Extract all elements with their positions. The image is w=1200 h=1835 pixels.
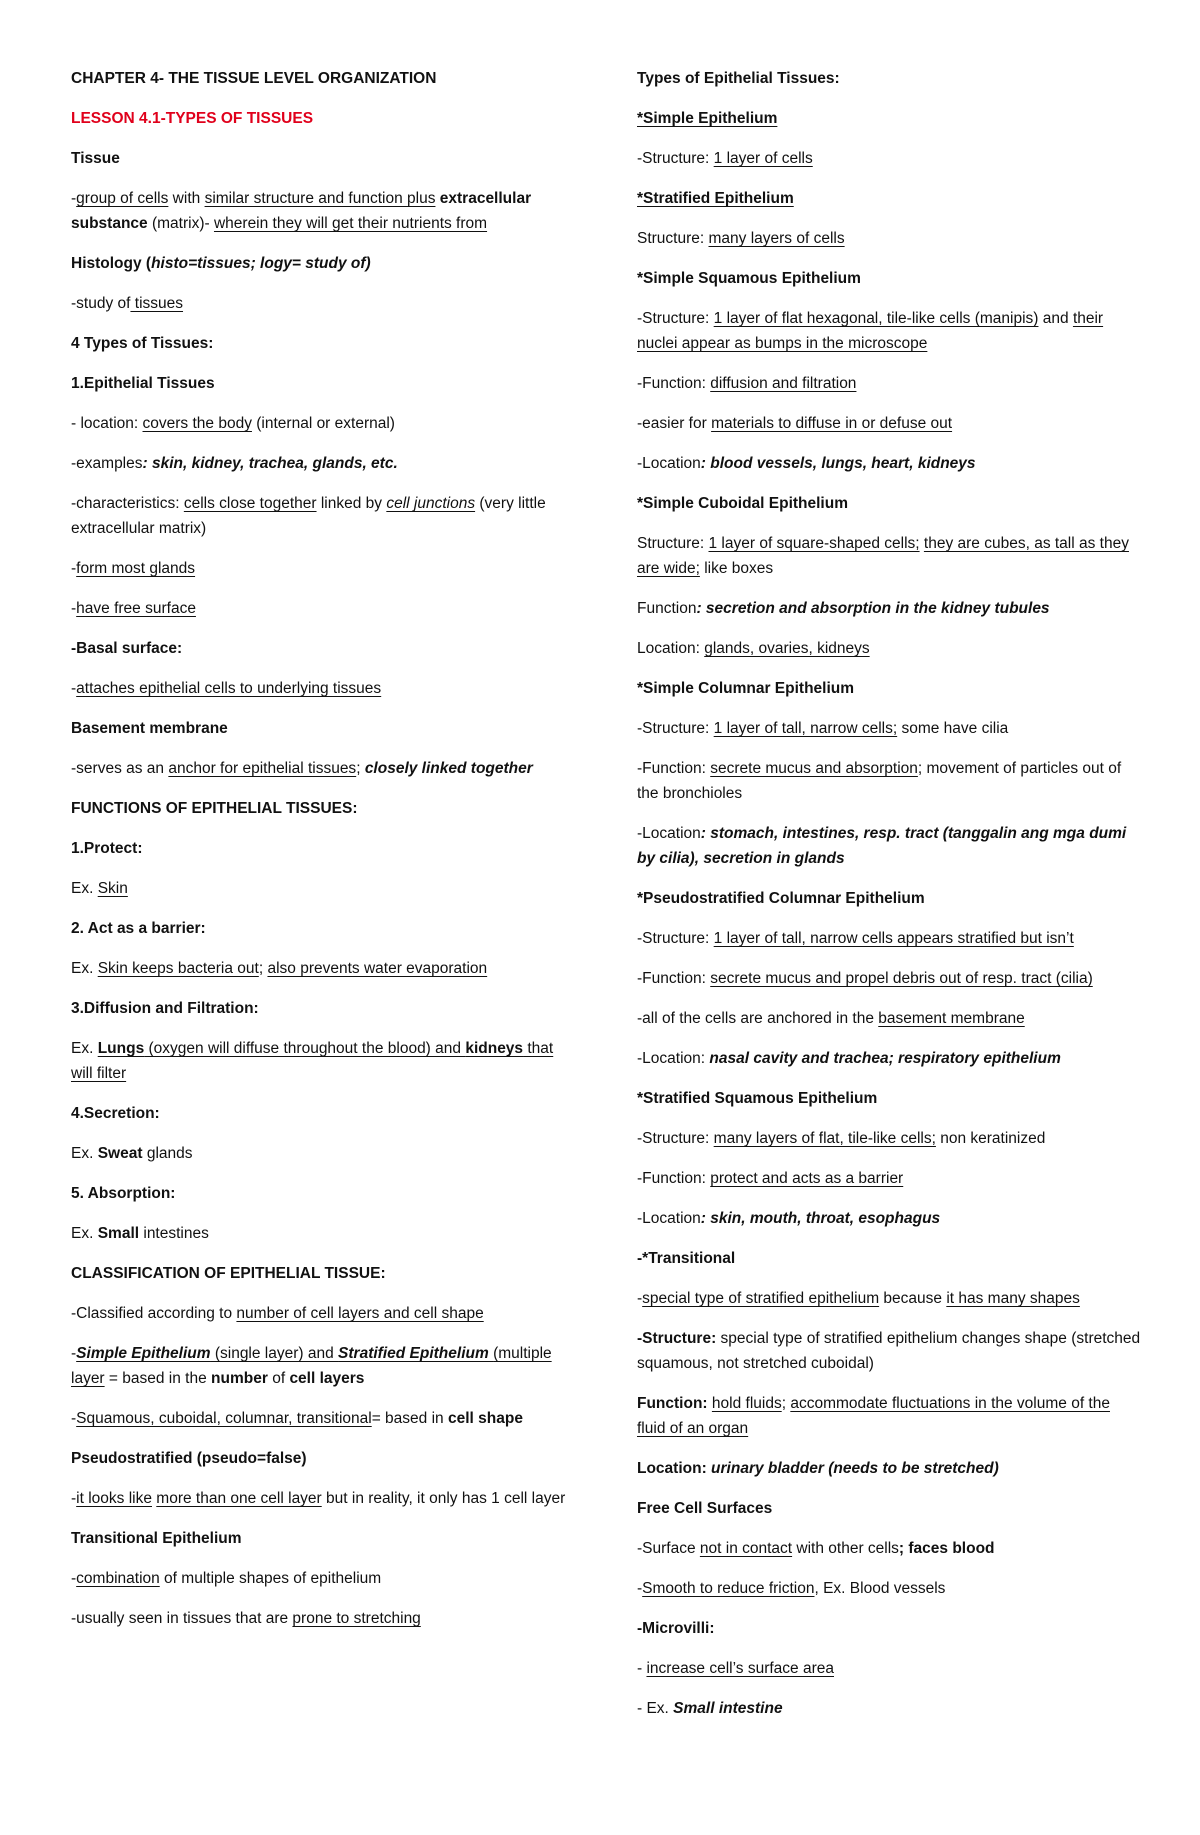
left-paragraph [71, 1486, 577, 1511]
left-paragraph [71, 331, 577, 356]
text-run: -all of the cells are anchored in the [637, 1010, 879, 1027]
right-paragraph [637, 1166, 1142, 1191]
text-run: kidneys [465, 1040, 524, 1057]
left-paragraph [71, 1261, 577, 1286]
text-run: Skin keeps bacteria out [97, 960, 259, 977]
text-run: Function: [637, 1395, 708, 1412]
text-run: urinary bladder (needs to be stretched) [706, 1460, 999, 1477]
text-run: because [879, 1290, 947, 1307]
text-run: Sweat [97, 1145, 143, 1162]
text-run: Ex. [71, 1145, 98, 1162]
text-run: 4.Secretion: [71, 1105, 160, 1122]
right-paragraph [637, 1086, 1142, 1111]
right-paragraph [637, 1696, 1142, 1721]
text-run: - [637, 1660, 647, 1677]
text-run: - [71, 1570, 77, 1587]
right-paragraph [637, 451, 1142, 476]
right-paragraph [637, 1286, 1142, 1311]
text-run: ; [781, 1395, 791, 1412]
left-paragraph [71, 876, 577, 901]
right-paragraph [637, 1576, 1142, 1601]
right-paragraph [637, 306, 1142, 356]
text-run: tissues [130, 295, 184, 312]
left-column [71, 66, 577, 1646]
text-run: -examples [71, 455, 143, 472]
text-run: their nuclei appear as bumps in the microscope [637, 310, 1104, 352]
left-paragraph [71, 146, 577, 171]
text-run: 5. Absorption: [71, 1185, 176, 1202]
left-paragraph [71, 411, 577, 436]
text-run: LESSON 4.1-TYPES OF TISSUES [71, 110, 314, 127]
text-run: Free Cell Surfaces [637, 1500, 773, 1517]
text-run: -Structure: [637, 310, 714, 327]
text-run: some have cilia [897, 720, 1009, 737]
text-run: -Location [637, 1210, 701, 1227]
text-run: 4 Types of Tissues: [71, 335, 214, 352]
text-run: of [267, 1370, 290, 1387]
text-run: glands, ovaries, kidneys [704, 640, 870, 657]
left-paragraph [71, 716, 577, 741]
text-run: diffusion and filtration [710, 375, 857, 392]
text-run: group of cells [76, 190, 169, 207]
text-run: with other cells [792, 1540, 899, 1557]
text-run: *Stratified Epithelium [637, 190, 794, 207]
left-paragraph [71, 1221, 577, 1246]
text-run: Small [97, 1225, 140, 1242]
text-run: - [71, 560, 77, 577]
left-paragraph [71, 1406, 577, 1431]
text-run: -characteristics: [71, 495, 184, 512]
text-run: materials to diffuse in or defuse out [711, 415, 953, 432]
text-run: many layers of cells [708, 230, 845, 247]
text-run: (multiple layer [71, 1345, 552, 1387]
text-run: -Location: [637, 1050, 710, 1067]
text-run: cell layers [289, 1370, 365, 1387]
right-paragraph [637, 756, 1142, 806]
text-run: Structure: [637, 535, 709, 552]
text-run: ; [356, 760, 365, 777]
text-run: number of cell layers and cell shape [236, 1305, 484, 1322]
left-paragraph [71, 556, 577, 581]
text-run: - [637, 1290, 643, 1307]
text-run: Location: [637, 1460, 707, 1477]
text-run: Basement membrane [71, 720, 228, 737]
text-run: similar structure and function plus [204, 190, 436, 207]
text-run: -usually seen in tissues that are [71, 1610, 293, 1627]
text-run: - [71, 680, 77, 697]
right-paragraph [637, 1391, 1142, 1441]
right-paragraph [637, 1206, 1142, 1231]
text-run: -Structure: [637, 150, 714, 167]
right-paragraph [637, 1536, 1142, 1561]
text-run: secrete mucus and propel debris out of resp. tract (cilia) [710, 970, 1093, 987]
right-paragraph [637, 66, 1142, 91]
text-run: Simple Epithelium [76, 1345, 211, 1362]
right-paragraph [637, 596, 1142, 621]
right-paragraph [637, 676, 1142, 701]
text-run: (matrix)- [147, 215, 214, 232]
text-run: anchor for epithelial tissues [168, 760, 357, 777]
text-run: : blood vessels, lungs, heart, kidneys [700, 455, 976, 472]
text-run: covers the body [142, 415, 252, 432]
text-run: Structure: [637, 230, 709, 247]
text-run: like boxes [699, 560, 774, 577]
text-run: Function [637, 600, 697, 617]
text-run: they are cubes, as tall as they are wide; [637, 535, 1129, 577]
left-paragraph [71, 451, 577, 476]
text-run: (oxygen will diffuse throughout the blood) and [144, 1040, 466, 1057]
text-run: 1.Protect: [71, 840, 143, 857]
text-run: Ex. [71, 1040, 98, 1057]
right-paragraph [637, 1496, 1142, 1521]
text-run: glands [142, 1145, 193, 1162]
left-paragraph [71, 836, 577, 861]
right-paragraph [637, 1126, 1142, 1151]
text-run: number [211, 1370, 268, 1387]
left-paragraph [71, 1141, 577, 1166]
text-run: *Simple Squamous Epithelium [637, 270, 861, 287]
right-paragraph [637, 886, 1142, 911]
text-run: cells close together [183, 495, 317, 512]
text-run: it looks like [76, 1490, 152, 1507]
text-run: , Ex. Blood vessels [814, 1580, 946, 1597]
text-run: secrete mucus and absorption [710, 760, 918, 777]
text-run: - Ex. [637, 1700, 674, 1717]
text-run: linked by [316, 495, 387, 512]
text-run: more than one cell layer [156, 1490, 322, 1507]
text-run: *Simple Epithelium [637, 110, 778, 127]
text-run: attaches epithelial cells to underlying tissues [76, 680, 382, 697]
text-run: -Location [637, 455, 701, 472]
left-paragraph [71, 956, 577, 981]
right-paragraph [637, 716, 1142, 741]
left-paragraph [71, 66, 577, 91]
text-run: -serves as an [71, 760, 169, 777]
right-paragraph [637, 1326, 1142, 1376]
left-paragraph [71, 371, 577, 396]
text-run: wherein they will get their nutrients from [213, 215, 488, 232]
right-paragraph [637, 226, 1142, 251]
text-run: -Structure: [637, 720, 714, 737]
right-paragraph [637, 186, 1142, 211]
text-run: Transitional Epithelium [71, 1530, 242, 1547]
text-run: 1 layer of square-shaped cells; [708, 535, 920, 552]
text-run: -Surface [637, 1540, 700, 1557]
left-paragraph [71, 996, 577, 1021]
text-run: -Basal surface: [71, 640, 183, 657]
text-run: -Structure: [637, 1130, 714, 1147]
text-run: 1 layer of flat hexagonal, tile-like cells (manipis) [713, 310, 1039, 327]
right-paragraph [637, 1656, 1142, 1681]
left-paragraph [71, 636, 577, 661]
text-run: -Function: [637, 375, 711, 392]
text-run: Histology ( [71, 255, 152, 272]
text-run: Types of Epithelial Tissues: [637, 70, 840, 87]
text-run: closely linked together [364, 760, 533, 777]
text-run: -Function: [637, 1170, 711, 1187]
text-run: and [1038, 310, 1073, 327]
left-paragraph [71, 251, 577, 276]
text-run: Lungs [97, 1040, 145, 1057]
right-paragraph [637, 1246, 1142, 1271]
text-run: that will filter [71, 1040, 554, 1082]
text-run: prone to stretching [292, 1610, 421, 1627]
text-run: increase cell’s surface area [646, 1660, 834, 1677]
right-paragraph [637, 491, 1142, 516]
left-paragraph [71, 1036, 577, 1086]
text-run: cell shape [447, 1410, 523, 1427]
text-run: form most glands [76, 560, 196, 577]
text-run: -Location [637, 825, 701, 842]
text-run: -Structure: [637, 1330, 717, 1347]
right-paragraph [637, 1456, 1142, 1481]
text-run: not in contact [699, 1540, 793, 1557]
text-run: - [637, 1580, 643, 1597]
text-run: it has many shapes [946, 1290, 1080, 1307]
left-paragraph [71, 796, 577, 821]
text-run: : skin, kidney, trachea, glands, etc. [142, 455, 398, 472]
text-run: Tissue [71, 150, 120, 167]
text-run: intestines [139, 1225, 209, 1242]
right-column [637, 66, 1142, 1736]
text-run: ; [258, 960, 268, 977]
text-run: -Microvilli: [637, 1620, 715, 1637]
right-paragraph [637, 636, 1142, 661]
text-run: - location: [71, 415, 143, 432]
text-run: also prevents water evaporation [267, 960, 488, 977]
text-run: - [71, 600, 77, 617]
text-run: Location: [637, 640, 705, 657]
left-paragraph [71, 1101, 577, 1126]
text-run: - [71, 1345, 77, 1362]
left-paragraph [71, 1566, 577, 1591]
left-paragraph [71, 916, 577, 941]
text-run: -Function: [637, 970, 711, 987]
text-run: accommodate fluctuations in the volume of the fluid of an organ [637, 1395, 1110, 1437]
text-run: *Stratified Squamous Epithelium [637, 1090, 878, 1107]
left-paragraph [71, 186, 577, 236]
text-run: non keratinized [935, 1130, 1046, 1147]
text-run: 2. Act as a barrier: [71, 920, 206, 937]
text-run: (very little extracellular matrix) [71, 495, 546, 537]
text-run: special type of stratified epithelium changes shape (stretched squamous, not stretched cuboidal) [637, 1330, 1141, 1372]
text-run: = based in [371, 1410, 448, 1427]
right-paragraph [637, 106, 1142, 131]
text-run: 1.Epithelial Tissues [71, 375, 215, 392]
left-paragraph [71, 1301, 577, 1326]
text-run: = based in the [104, 1370, 212, 1387]
text-run: extracellular substance [71, 190, 532, 232]
left-paragraph [71, 596, 577, 621]
right-paragraph [637, 146, 1142, 171]
text-run: protect and acts as a barrier [710, 1170, 904, 1187]
right-paragraph [637, 926, 1142, 951]
left-paragraph [71, 291, 577, 316]
right-paragraph [637, 1616, 1142, 1641]
right-paragraph [637, 1046, 1142, 1071]
right-paragraph [637, 371, 1142, 396]
right-paragraph [637, 531, 1142, 581]
left-paragraph [71, 1446, 577, 1471]
text-run: of multiple shapes of epithelium [159, 1570, 382, 1587]
text-run: 3.Diffusion and Filtration: [71, 1000, 259, 1017]
text-run: Ex. [71, 960, 98, 977]
text-run: Stratified Epithelium [338, 1345, 494, 1362]
left-paragraph [71, 1341, 577, 1391]
text-run: *Pseudostratified Columnar Epithelium [637, 890, 925, 907]
text-run: Small intestine [673, 1700, 783, 1717]
text-run: : skin, mouth, throat, esophagus [700, 1210, 941, 1227]
text-run: have free surface [76, 600, 196, 617]
left-paragraph [71, 1181, 577, 1206]
text-run: special type of stratified epithelium [642, 1290, 880, 1307]
text-run: 1 layer of tall, narrow cells appears stratified but isn’t [713, 930, 1074, 947]
left-paragraph [71, 756, 577, 781]
text-run: ; movement of particles out of the bronchioles [637, 760, 1122, 802]
right-paragraph [637, 411, 1142, 436]
text-run: *Simple Columnar Epithelium [637, 680, 855, 697]
left-paragraph [71, 491, 577, 541]
text-run: Pseudostratified (pseudo=false) [71, 1450, 307, 1467]
text-run: Skin [97, 880, 128, 897]
text-run: but in reality, it only has 1 cell layer [321, 1490, 566, 1507]
text-run: hold fluids [711, 1395, 782, 1412]
text-run: 1 layer of cells [713, 150, 813, 167]
right-paragraph [637, 1006, 1142, 1031]
text-run: FUNCTIONS OF EPITHELIAL TISSUES: [71, 800, 358, 817]
text-run: (internal or external) [251, 415, 395, 432]
text-run: CLASSIFICATION OF EPITHELIAL TISSUE: [71, 1265, 386, 1282]
text-run: Smooth to reduce friction [642, 1580, 815, 1597]
text-run: basement membrane [878, 1010, 1025, 1027]
left-paragraph [71, 1526, 577, 1551]
text-run: 1 layer of tall, narrow cells; [713, 720, 898, 737]
text-run: Squamous, cuboidal, columnar, transitional [76, 1410, 372, 1427]
text-run: -Function: [637, 760, 711, 777]
text-run: many layers of flat, tile-like cells; [713, 1130, 936, 1147]
text-run: Ex. [71, 880, 98, 897]
text-run: nasal cavity and trachea; respiratory epithelium [709, 1050, 1061, 1067]
text-run: ; faces blood [898, 1540, 995, 1557]
text-run: -easier for [637, 415, 712, 432]
text-run: : stomach, intestines, resp. tract (tanggalin ang mga dumi by cilia), secretion in glands [637, 825, 1127, 867]
text-run: CHAPTER 4- THE TISSUE LEVEL ORGANIZATION [71, 70, 437, 87]
left-paragraph [71, 106, 577, 131]
text-run: -Structure: [637, 930, 714, 947]
text-run: : secretion and absorption in the kidney tubules [696, 600, 1050, 617]
text-run: -*Transitional [637, 1250, 736, 1267]
right-paragraph [637, 966, 1142, 991]
text-run: -study of [71, 295, 131, 312]
right-paragraph [637, 266, 1142, 291]
text-run: - [71, 1410, 77, 1427]
left-paragraph [71, 676, 577, 701]
text-run: - [71, 190, 77, 207]
text-run: combination [76, 1570, 160, 1587]
text-run: *Simple Cuboidal Epithelium [637, 495, 848, 512]
text-run: with [168, 190, 205, 207]
left-paragraph [71, 1606, 577, 1631]
text-run: - [71, 1490, 77, 1507]
text-run: cell junctions [386, 495, 476, 512]
text-run: histo=tissues; logy= study of) [151, 255, 371, 272]
text-run: (single layer) and [210, 1345, 339, 1362]
text-run: Ex. [71, 1225, 98, 1242]
right-paragraph [637, 821, 1142, 871]
text-run: -Classified according to [71, 1305, 237, 1322]
